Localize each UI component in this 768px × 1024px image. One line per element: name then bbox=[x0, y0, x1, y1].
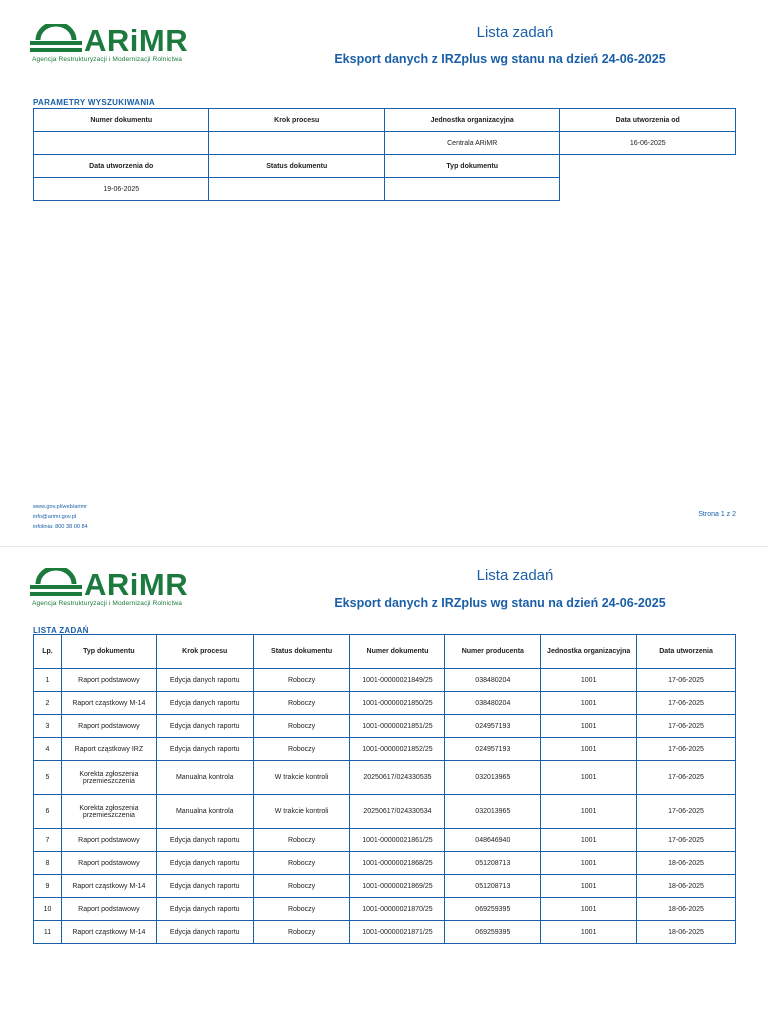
tasks-table bbox=[33, 634, 736, 944]
table-cell: Korekta zgłoszenia przemieszczenia bbox=[61, 761, 156, 795]
table-cell: 1001-00000021871/25 bbox=[350, 921, 445, 944]
table-row bbox=[34, 875, 736, 898]
table-cell: 17-06-2025 bbox=[637, 738, 736, 761]
params-value bbox=[209, 132, 384, 155]
params-header-row-1 bbox=[34, 109, 736, 132]
footer-hotline: infolinia: 800 38 00 84 bbox=[33, 524, 88, 530]
table-cell: Raport podstawowy bbox=[61, 669, 156, 692]
table-cell: 20250617/024330535 bbox=[350, 761, 445, 795]
table-cell: 17-06-2025 bbox=[637, 669, 736, 692]
table-cell: 17-06-2025 bbox=[637, 692, 736, 715]
table-cell: 038480204 bbox=[445, 692, 541, 715]
params-header: Status dokumentu bbox=[209, 155, 384, 178]
table-cell: 11 bbox=[34, 921, 62, 944]
table-cell: Raport podstawowy bbox=[61, 898, 156, 921]
params-value-row-2 bbox=[34, 178, 736, 201]
table-cell: 1001-00000021851/25 bbox=[350, 715, 445, 738]
table-cell: 1001-00000021849/25 bbox=[350, 669, 445, 692]
arimr-logo bbox=[30, 566, 190, 612]
col-header-numer-producenta: Numer producenta bbox=[445, 635, 541, 669]
params-empty-cell bbox=[560, 155, 736, 178]
table-row bbox=[34, 669, 736, 692]
table-cell: Roboczy bbox=[253, 669, 350, 692]
table-cell: 1001 bbox=[541, 738, 637, 761]
table-cell: 17-06-2025 bbox=[637, 829, 736, 852]
params-section-title: PARAMETRY WYSZUKIWANIA bbox=[33, 98, 156, 107]
table-cell: 1001 bbox=[541, 852, 637, 875]
table-cell: 17-06-2025 bbox=[637, 715, 736, 738]
page-number: Strona 1 z 2 bbox=[698, 511, 736, 518]
table-cell: 024957193 bbox=[445, 738, 541, 761]
table-cell: Raport cząstkowy M-14 bbox=[61, 692, 156, 715]
table-cell: Roboczy bbox=[253, 898, 350, 921]
table-cell: Raport podstawowy bbox=[61, 852, 156, 875]
logo-subtitle: Agencja Restrukturyzacji i Modernizacji Rolnictwa bbox=[32, 56, 183, 63]
search-params-table bbox=[33, 108, 736, 201]
table-cell: W trakcie kontroli bbox=[253, 795, 350, 829]
table-cell: Korekta zgłoszenia przemieszczenia bbox=[61, 795, 156, 829]
document-title: Lista zadań bbox=[476, 567, 554, 584]
table-cell: W trakcie kontroli bbox=[253, 761, 350, 795]
params-header: Krok procesu bbox=[209, 109, 384, 132]
tasks-body bbox=[34, 669, 736, 944]
table-cell: 17-06-2025 bbox=[637, 761, 736, 795]
table-cell: 1001 bbox=[541, 715, 637, 738]
table-cell: Raport cząstkowy IRZ bbox=[61, 738, 156, 761]
params-value: 19-06-2025 bbox=[34, 178, 209, 201]
table-cell: Edycja danych raportu bbox=[156, 715, 253, 738]
col-header-krok-procesu: Krok procesu bbox=[156, 635, 253, 669]
table-cell: Roboczy bbox=[253, 738, 350, 761]
table-cell: Roboczy bbox=[253, 852, 350, 875]
table-row bbox=[34, 761, 736, 795]
table-row bbox=[34, 715, 736, 738]
params-value: 16-06-2025 bbox=[560, 132, 736, 155]
table-cell: 2 bbox=[34, 692, 62, 715]
table-cell: Edycja danych raportu bbox=[156, 875, 253, 898]
logo-wordmark: ARiMR bbox=[84, 23, 189, 58]
tasks-header-row bbox=[34, 635, 736, 669]
table-cell: 18-06-2025 bbox=[637, 875, 736, 898]
table-cell: 024957193 bbox=[445, 715, 541, 738]
table-row bbox=[34, 795, 736, 829]
table-cell: 1001 bbox=[541, 795, 637, 829]
table-cell: Raport podstawowy bbox=[61, 715, 156, 738]
arimr-logo-icon bbox=[30, 568, 82, 602]
params-header: Data utworzenia do bbox=[34, 155, 209, 178]
params-empty-cell bbox=[560, 178, 736, 201]
params-value bbox=[384, 178, 560, 201]
table-cell: 17-06-2025 bbox=[637, 795, 736, 829]
logo-subtitle: Agencja Restrukturyzacji i Modernizacji Rolnictwa bbox=[32, 600, 183, 607]
table-cell: 8 bbox=[34, 852, 62, 875]
table-cell: Raport podstawowy bbox=[61, 829, 156, 852]
table-cell: 5 bbox=[34, 761, 62, 795]
table-row bbox=[34, 829, 736, 852]
col-header-data-utworzenia: Data utworzenia bbox=[637, 635, 736, 669]
table-cell: Edycja danych raportu bbox=[156, 738, 253, 761]
col-header-lp: Lp. bbox=[34, 635, 62, 669]
col-header-status-dokumentu: Status dokumentu bbox=[253, 635, 350, 669]
table-row bbox=[34, 898, 736, 921]
table-row bbox=[34, 692, 736, 715]
table-cell: 20250617/024330534 bbox=[350, 795, 445, 829]
table-cell: 1001 bbox=[541, 898, 637, 921]
table-cell: 048646940 bbox=[445, 829, 541, 852]
params-header: Data utworzenia od bbox=[560, 109, 736, 132]
table-cell: Manualna kontrola bbox=[156, 795, 253, 829]
arimr-logo bbox=[30, 22, 190, 68]
table-cell: 1001-00000021869/25 bbox=[350, 875, 445, 898]
table-cell: 7 bbox=[34, 829, 62, 852]
table-cell: Roboczy bbox=[253, 692, 350, 715]
params-header-row-2 bbox=[34, 155, 736, 178]
table-cell: 069259395 bbox=[445, 921, 541, 944]
table-cell: 3 bbox=[34, 715, 62, 738]
table-cell: 9 bbox=[34, 875, 62, 898]
col-header-typ-dokumentu: Typ dokumentu bbox=[61, 635, 156, 669]
col-header-jednostka: Jednostka organizacyjna bbox=[541, 635, 637, 669]
params-header: Jednostka organizacyjna bbox=[384, 109, 560, 132]
table-cell: 032013965 bbox=[445, 795, 541, 829]
table-cell: Edycja danych raportu bbox=[156, 669, 253, 692]
footer-contact bbox=[33, 502, 88, 532]
table-cell: 1001-00000021868/25 bbox=[350, 852, 445, 875]
table-cell: 038480204 bbox=[445, 669, 541, 692]
footer-email-link[interactable]: info@arimr.gov.pl bbox=[33, 514, 77, 520]
table-cell: 6 bbox=[34, 795, 62, 829]
params-value: Centrala ARiMR bbox=[384, 132, 560, 155]
table-cell: Roboczy bbox=[253, 829, 350, 852]
params-header: Typ dokumentu bbox=[384, 155, 560, 178]
table-cell: 10 bbox=[34, 898, 62, 921]
table-cell: 1001 bbox=[541, 692, 637, 715]
table-cell: 18-06-2025 bbox=[637, 921, 736, 944]
table-cell: 1001-00000021870/25 bbox=[350, 898, 445, 921]
arimr-logo-icon bbox=[30, 24, 82, 58]
table-row bbox=[34, 852, 736, 875]
table-cell: Roboczy bbox=[253, 875, 350, 898]
table-cell: Raport cząstkowy M-14 bbox=[61, 921, 156, 944]
table-cell: Edycja danych raportu bbox=[156, 898, 253, 921]
page-separator bbox=[0, 546, 768, 547]
table-cell: 032013965 bbox=[445, 761, 541, 795]
logo-wordmark: ARiMR bbox=[84, 567, 189, 602]
table-cell: 18-06-2025 bbox=[637, 852, 736, 875]
params-value bbox=[209, 178, 384, 201]
table-cell: 1001 bbox=[541, 921, 637, 944]
params-value bbox=[34, 132, 209, 155]
table-cell: 1001-00000021852/25 bbox=[350, 738, 445, 761]
tasks-section-title: LISTA ZADAŃ bbox=[33, 626, 89, 635]
table-cell: 051208713 bbox=[445, 852, 541, 875]
table-cell: Edycja danych raportu bbox=[156, 692, 253, 715]
document-subtitle: Eksport danych z IRZplus wg stanu na dzień 24-06-2025 bbox=[334, 596, 666, 610]
table-cell: 4 bbox=[34, 738, 62, 761]
table-cell: Edycja danych raportu bbox=[156, 829, 253, 852]
document-title: Lista zadań bbox=[476, 24, 554, 41]
table-cell: 18-06-2025 bbox=[637, 898, 736, 921]
table-cell: 1001 bbox=[541, 829, 637, 852]
table-row bbox=[34, 738, 736, 761]
col-header-numer-dokumentu: Numer dokumentu bbox=[350, 635, 445, 669]
footer-website-link[interactable]: www.gov.pl/web/arimr bbox=[33, 504, 87, 510]
table-cell: Raport cząstkowy M-14 bbox=[61, 875, 156, 898]
table-cell: Edycja danych raportu bbox=[156, 921, 253, 944]
table-cell: 069259395 bbox=[445, 898, 541, 921]
table-cell: 1 bbox=[34, 669, 62, 692]
params-header: Numer dokumentu bbox=[34, 109, 209, 132]
table-cell: Roboczy bbox=[253, 921, 350, 944]
document-subtitle: Eksport danych z IRZplus wg stanu na dzień 24-06-2025 bbox=[334, 52, 666, 66]
table-cell: 1001 bbox=[541, 669, 637, 692]
table-row bbox=[34, 921, 736, 944]
table-cell: Manualna kontrola bbox=[156, 761, 253, 795]
table-cell: 1001 bbox=[541, 761, 637, 795]
table-cell: Roboczy bbox=[253, 715, 350, 738]
table-cell: 1001-00000021850/25 bbox=[350, 692, 445, 715]
params-value-row-1 bbox=[34, 132, 736, 155]
table-cell: 1001 bbox=[541, 875, 637, 898]
table-cell: 051208713 bbox=[445, 875, 541, 898]
table-cell: 1001-00000021861/25 bbox=[350, 829, 445, 852]
table-cell: Edycja danych raportu bbox=[156, 852, 253, 875]
